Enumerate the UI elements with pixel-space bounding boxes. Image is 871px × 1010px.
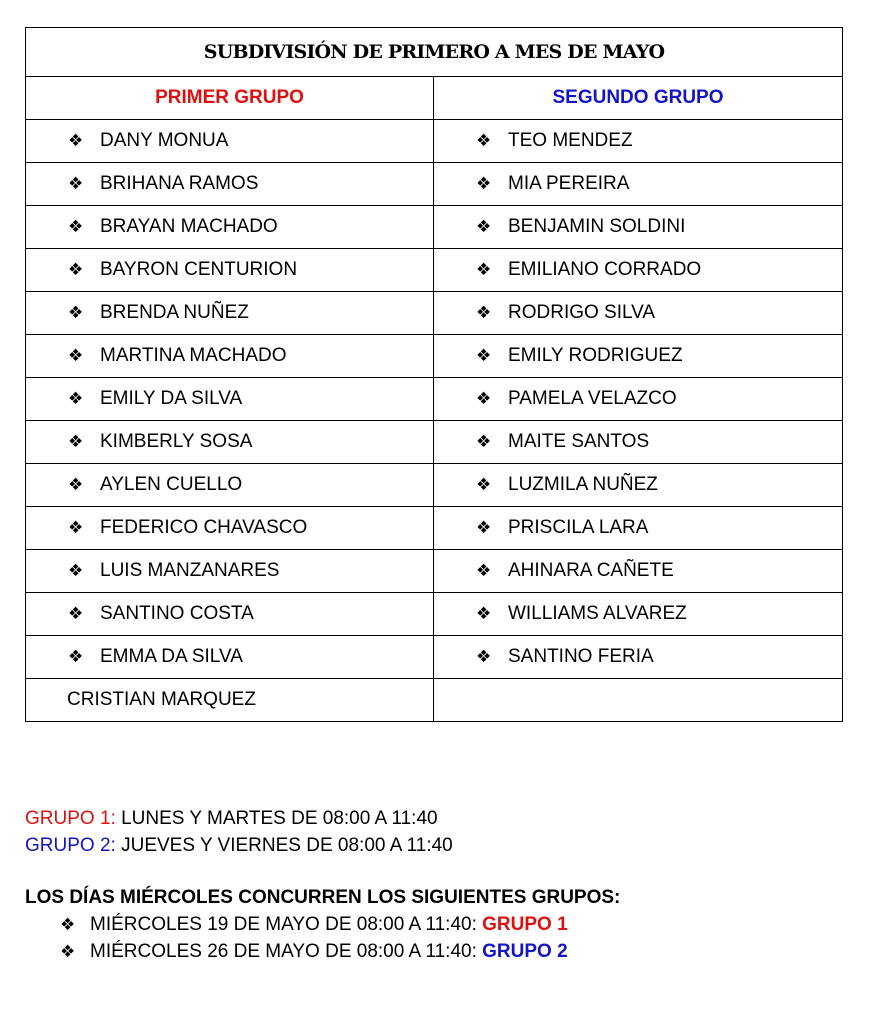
group1-cell	[26, 249, 434, 292]
student-name: RODRIGO SILVA	[508, 302, 656, 323]
bullet-icon: ❖	[476, 518, 492, 537]
student-name: BAYRON CENTURION	[100, 259, 298, 280]
group1-cell	[26, 206, 434, 249]
group1-cell	[26, 292, 434, 335]
student-name: EMILY RODRIGUEZ	[508, 345, 683, 366]
group2-cell	[434, 163, 843, 206]
list-item	[26, 388, 433, 410]
group1-cell	[26, 421, 434, 464]
table-row	[26, 507, 843, 550]
bullet-icon: ❖	[476, 131, 492, 150]
bullet-icon: ❖	[68, 432, 84, 451]
group2-cell	[434, 507, 843, 550]
table-row	[26, 679, 843, 722]
student-name: BRAYAN MACHADO	[100, 216, 278, 237]
bullet-icon: ❖	[476, 260, 492, 279]
list-item	[434, 388, 842, 410]
group2-cell	[434, 636, 843, 679]
table-row	[26, 335, 843, 378]
list-item	[434, 173, 842, 195]
bullet-icon: ❖	[476, 647, 492, 666]
table-row	[26, 120, 843, 163]
group2-cell	[434, 378, 843, 421]
group2-cell	[434, 292, 843, 335]
groups-table	[25, 27, 843, 722]
student-name: EMILY DA SILVA	[100, 388, 243, 409]
wednesday-group: GRUPO 1	[482, 914, 568, 935]
list-item	[434, 560, 842, 582]
student-name: PRISCILA LARA	[508, 517, 649, 538]
list-item	[434, 474, 842, 496]
group1-cell	[26, 636, 434, 679]
bullet-icon: ❖	[476, 475, 492, 494]
list-item	[434, 603, 842, 625]
group1-cell	[26, 679, 434, 722]
list-item	[26, 130, 433, 152]
bullet-icon: ❖	[68, 131, 84, 150]
group2-cell	[434, 120, 843, 163]
bullet-icon: ❖	[476, 303, 492, 322]
list-item	[434, 646, 842, 668]
group1-cell	[26, 378, 434, 421]
list-item	[26, 603, 433, 625]
group1-cell	[26, 120, 434, 163]
table-row	[26, 378, 843, 421]
student-name: BRENDA NUÑEZ	[100, 302, 249, 323]
list-item	[26, 345, 433, 367]
table-row	[26, 464, 843, 507]
group1-label: GRUPO 1:	[25, 808, 116, 829]
list-item	[26, 173, 433, 195]
list-item	[26, 560, 433, 582]
bullet-icon: ❖	[476, 217, 492, 236]
list-item	[434, 130, 842, 152]
group2-schedule	[25, 832, 453, 859]
list-item	[26, 474, 433, 496]
student-name: BRIHANA RAMOS	[100, 173, 259, 194]
group2-cell	[434, 206, 843, 249]
wednesday-text: MIÉRCOLES 19 DE MAYO DE 08:00 A 11:40:	[90, 914, 483, 935]
table-row	[26, 249, 843, 292]
student-name: DANY MONUA	[100, 130, 229, 151]
student-name: MIA PEREIRA	[508, 173, 630, 194]
list-item	[434, 431, 842, 453]
bullet-icon: ❖	[476, 604, 492, 623]
table-title: SUBDIVISIÓN DE PRIMERO A MES DE MAYO	[26, 28, 843, 77]
group2-cell	[434, 335, 843, 378]
group1-schedule	[25, 805, 438, 832]
table-row	[26, 421, 843, 464]
list-item	[26, 646, 433, 668]
group1-cell	[26, 593, 434, 636]
bullet-icon: ❖	[476, 346, 492, 365]
bullet-icon: ❖	[476, 561, 492, 580]
group2-header: SEGUNDO GRUPO	[434, 77, 843, 120]
wednesday-item	[60, 938, 568, 965]
list-item	[434, 517, 842, 539]
table-row	[26, 636, 843, 679]
table-row	[26, 206, 843, 249]
group1-cell	[26, 335, 434, 378]
student-name: AHINARA CAÑETE	[508, 560, 674, 581]
bullet-icon: ❖	[68, 174, 84, 193]
list-item	[26, 302, 433, 324]
bullet-icon: ❖	[68, 260, 84, 279]
bullet-icon: ❖	[68, 217, 84, 236]
bullet-icon: ❖	[68, 389, 84, 408]
bullet-icon: ❖	[68, 518, 84, 537]
group1-cell	[26, 550, 434, 593]
wednesday-group: GRUPO 2	[482, 941, 568, 962]
group2-cell-empty	[434, 679, 843, 722]
group2-days: JUEVES Y VIERNES DE 08:00 A 11:40	[115, 835, 453, 856]
bullet-icon: ❖	[60, 915, 76, 934]
bullet-icon: ❖	[68, 475, 84, 494]
group2-cell	[434, 249, 843, 292]
group1-header: PRIMER GRUPO	[26, 77, 434, 120]
table-body	[26, 120, 843, 722]
student-name: EMILIANO CORRADO	[508, 259, 702, 280]
bullet-icon: ❖	[68, 303, 84, 322]
table-row	[26, 163, 843, 206]
list-item	[434, 345, 842, 367]
student-name: TEO MENDEZ	[508, 130, 633, 151]
student-name: LUZMILA NUÑEZ	[508, 474, 658, 495]
bullet-icon: ❖	[68, 647, 84, 666]
bullet-icon: ❖	[68, 346, 84, 365]
group2-cell	[434, 421, 843, 464]
group1-cell	[26, 163, 434, 206]
list-item	[434, 302, 842, 324]
wednesday-text: MIÉRCOLES 26 DE MAYO DE 08:00 A 11:40:	[90, 941, 483, 962]
bullet-icon: ❖	[476, 174, 492, 193]
student-name: SANTINO FERIA	[508, 646, 654, 667]
list-item	[26, 216, 433, 238]
student-name: SANTINO COSTA	[100, 603, 254, 624]
student-name: BENJAMIN SOLDINI	[508, 216, 686, 237]
student-name: PAMELA VELAZCO	[508, 388, 677, 409]
list-item	[434, 216, 842, 238]
student-name: EMMA DA SILVA	[100, 646, 243, 667]
bullet-icon: ❖	[476, 432, 492, 451]
group1-cell	[26, 464, 434, 507]
bullet-icon: ❖	[68, 561, 84, 580]
table-row	[26, 593, 843, 636]
student-name: MARTINA MACHADO	[100, 345, 287, 366]
wednesday-item	[60, 911, 568, 938]
student-name: FEDERICO CHAVASCO	[100, 517, 308, 538]
student-name: LUIS MANZANARES	[100, 560, 280, 581]
wednesday-heading	[25, 884, 620, 911]
bullet-icon: ❖	[476, 389, 492, 408]
group1-days: LUNES Y MARTES DE 08:00 A 11:40	[115, 808, 438, 829]
student-name: KIMBERLY SOSA	[100, 431, 253, 452]
student-name: CRISTIAN MARQUEZ	[67, 689, 256, 710]
table-row	[26, 550, 843, 593]
group1-cell	[26, 507, 434, 550]
student-name: MAITE SANTOS	[508, 431, 650, 452]
table-row	[26, 292, 843, 335]
list-item	[26, 431, 433, 453]
list-item	[26, 517, 433, 539]
group2-cell	[434, 550, 843, 593]
group2-cell	[434, 464, 843, 507]
bullet-icon: ❖	[68, 604, 84, 623]
list-item	[26, 259, 433, 281]
list-item	[434, 259, 842, 281]
wednesday-heading-text: LOS DÍAS MIÉRCOLES CONCURREN LOS SIGUIENTES GRUPOS:	[25, 887, 621, 908]
student-name: AYLEN CUELLO	[100, 474, 243, 495]
group2-label: GRUPO 2:	[25, 835, 116, 856]
bullet-icon: ❖	[60, 942, 76, 961]
student-name: WILLIAMS ALVAREZ	[508, 603, 687, 624]
group2-cell	[434, 593, 843, 636]
